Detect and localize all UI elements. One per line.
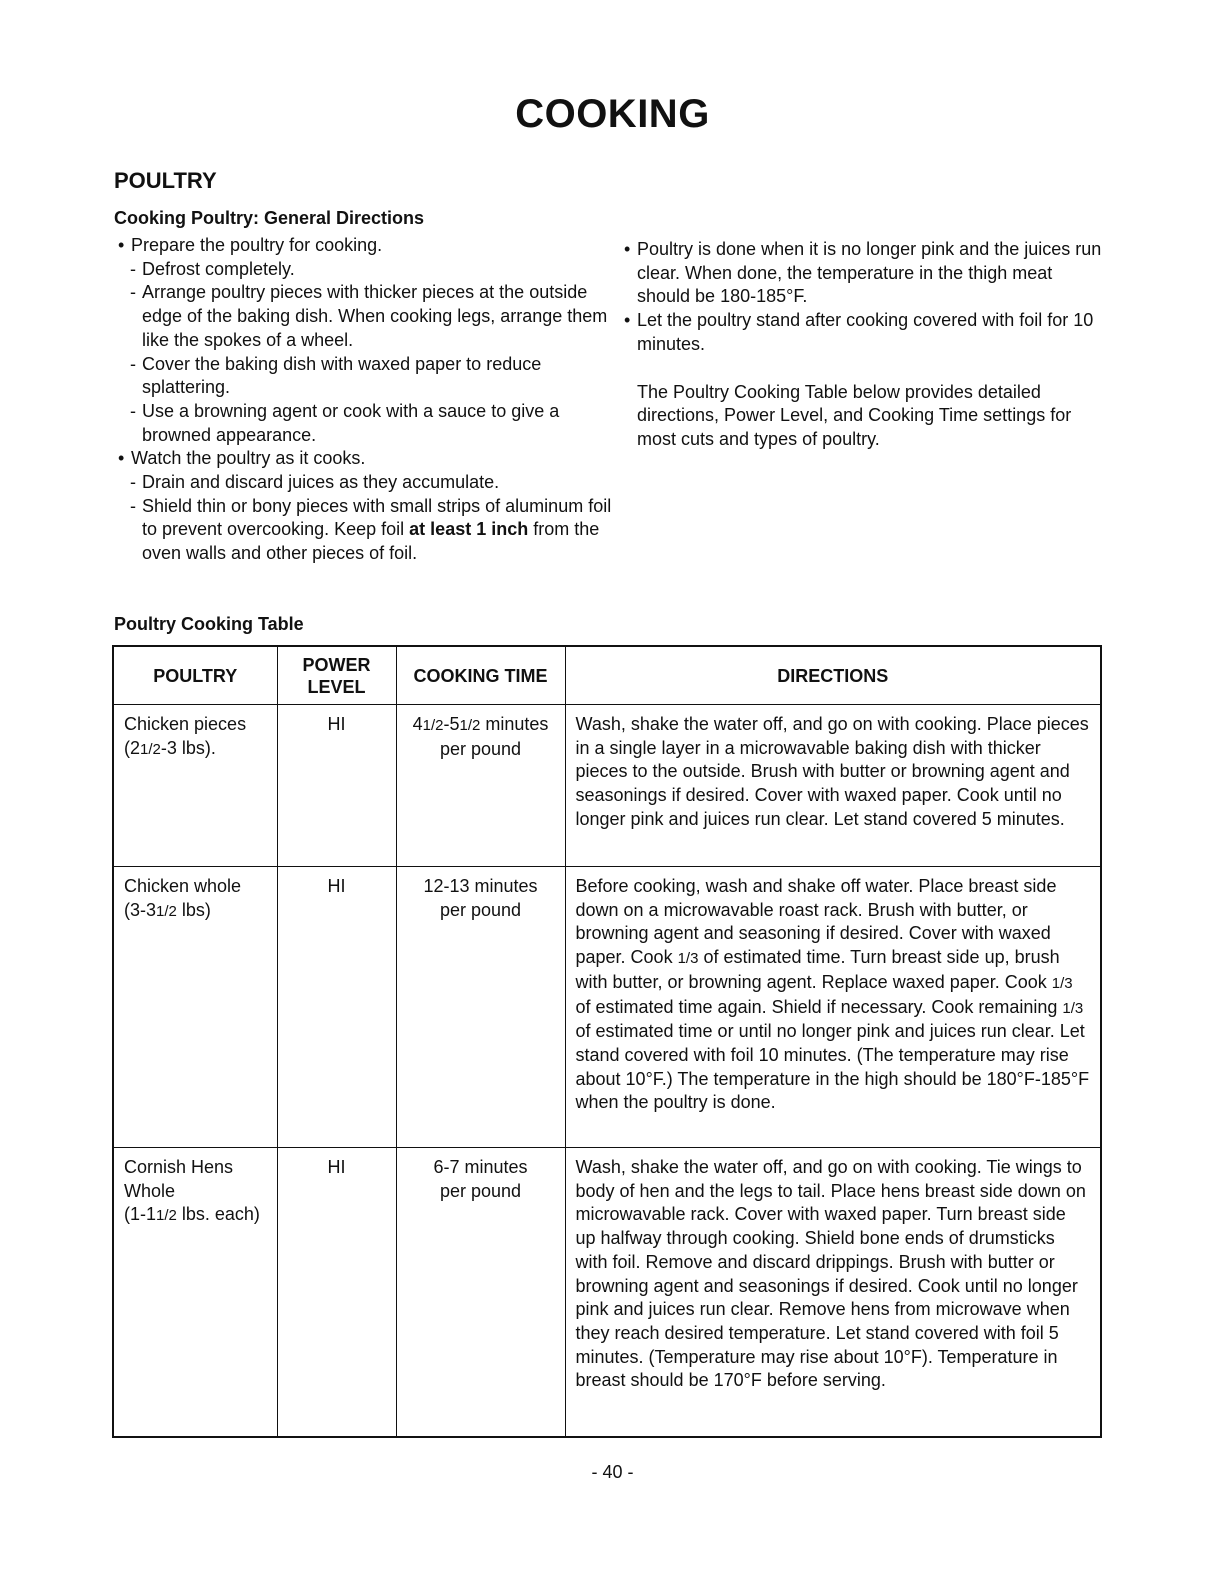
weight-suffix: -3 lbs).: [160, 737, 216, 758]
bullet-done: • Poultry is done when it is no longer pink and the juices run clear. When done, the temperature in the thigh meat should be 180-185°F.: [624, 238, 1104, 309]
time-unit: per pound: [439, 899, 522, 920]
general-directions-right: [624, 238, 1104, 452]
dash-browning: - Use a browning agent or cook with a sauce to give a browned appearance.: [114, 400, 614, 447]
section-title: POULTRY: [114, 168, 217, 193]
table-row: [113, 705, 1101, 867]
table-row: [113, 1148, 1101, 1437]
time-fraction: 1/2: [459, 717, 481, 734]
bullet-stand: • Let the poultry stand after cooking covered with foil for 10 minutes.: [624, 309, 1104, 356]
weight-fraction: 1/2: [156, 1207, 177, 1225]
directions-fraction: 1/3: [1051, 974, 1073, 992]
cell-poultry: [113, 867, 277, 1148]
page-number: - 40 -: [591, 1462, 634, 1482]
time-unit: per pound: [439, 1180, 522, 1201]
general-directions-title: Cooking Poultry: General Directions: [114, 208, 425, 228]
cell-power-level: HI: [277, 705, 396, 867]
weight-fraction: 1/2: [140, 740, 161, 758]
cell-poultry: [113, 705, 277, 867]
cell-directions: Wash, shake the water off, and go on with cooking. Place pieces in a single layer in a microwavable baking dish with thicker pieces to the outside. Brush with butter or browning agent and seasonings if desired. Cover with waxed paper. Cook until no longer pink and juices run clear. Let stand covered 5 minutes.: [565, 705, 1101, 867]
dash-shield: [114, 495, 614, 566]
poultry-weight: [124, 1204, 260, 1224]
cell-poultry: [113, 1148, 277, 1437]
weight-fraction: 1/2: [156, 902, 177, 920]
poultry-weight: [124, 900, 211, 920]
directions-text: of estimated time or until no longer pink and juices run clear. Let stand covered with foil 10 minutes. (The temperature may rise about 10°F.) The temperature in the high should be 180°F-185°F when the poultry is done.: [575, 1021, 1090, 1113]
poultry-name: Chicken pieces: [124, 714, 247, 734]
time-fraction: 1/2: [422, 717, 444, 734]
general-directions-left: [114, 234, 614, 566]
table-row: [113, 867, 1101, 1148]
dash-defrost: - Defrost completely.: [114, 258, 614, 282]
table-note: The Poultry Cooking Table below provides detailed directions, Power Level, and Cooking Time settings for most cuts and types of poultry.: [637, 381, 1072, 449]
weight-prefix: (3-3: [124, 899, 157, 920]
poultry-name: Cornish Hens: [124, 1157, 234, 1177]
directions-text: of estimated time again. Shield if necessary. Cook remaining: [575, 996, 1063, 1017]
page-title: COOKING: [515, 92, 710, 136]
header-cooking-time: COOKING TIME: [396, 646, 565, 705]
poultry-name-line2: Whole: [124, 1180, 176, 1201]
weight-prefix: (1-1: [124, 1204, 157, 1225]
weight-prefix: (2: [124, 737, 141, 758]
header-power-level: [277, 646, 396, 705]
time-part: -5: [443, 714, 460, 734]
header-directions: DIRECTIONS: [565, 646, 1101, 705]
cell-power-level: HI: [277, 1148, 396, 1437]
time-value: 6-7 minutes: [433, 1157, 528, 1177]
header-power-line2: LEVEL: [307, 676, 366, 697]
cell-power-level: HI: [277, 867, 396, 1148]
time-unit: per pound: [439, 738, 522, 759]
dash-cover: - Cover the baking dish with waxed paper to reduce splattering.: [114, 353, 614, 400]
directions-text: of estimated time. Turn breast side up, brush with butter, or browning agent. Replace waxed paper. Cook: [575, 947, 1060, 992]
directions-fraction: 1/3: [1062, 999, 1084, 1017]
shield-text-end: from the oven walls and other pieces of foil.: [142, 519, 600, 564]
dash-arrange: - Arrange poultry pieces with thicker pieces at the outside edge of the baking dish. When cooking legs, arrange them like the spokes of a wheel.: [114, 281, 614, 352]
poultry-weight: [124, 738, 216, 758]
table-header-row: [113, 646, 1101, 705]
dash-drain: - Drain and discard juices as they accumulate.: [114, 471, 614, 495]
weight-suffix: lbs): [176, 899, 211, 920]
directions-fraction: 1/3: [677, 950, 699, 968]
cell-cooking-time: [396, 867, 565, 1148]
directions-text: Before cooking, wash and shake off water. Place breast side down on a microwavable roast rack. Brush with butter, or browning agent and seasoning if desired. Cover with waxed paper. Cook: [575, 876, 1057, 968]
shield-text-bold: at least 1 inch: [409, 519, 529, 540]
cell-directions: [565, 867, 1101, 1148]
cell-cooking-time: [396, 705, 565, 867]
time-part: 4: [412, 714, 423, 734]
poultry-cooking-table: [112, 645, 1102, 1438]
bullet-watch: • Watch the poultry as it cooks.: [114, 447, 614, 471]
header-power-line1: POWER: [302, 654, 371, 675]
bullet-prepare: • Prepare the poultry for cooking.: [114, 234, 614, 258]
cell-directions: Wash, shake the water off, and go on with cooking. Tie wings to body of hen and the legs to tail. Place hens breast side down on microwavable rack. Cover with waxed paper. Turn breast side up halfway through cooking. Shield bone ends of drumsticks with foil. Remove and discard drippings. Brush with butter or browning agent and seasonings if desired. Cook until no longer pink and juices run clear. Remove hens from microwave when they reach desired temperature. Let stand covered with foil 5 minutes. (Temperature may rise about 10°F). Temperature in breast should be 170°F before serving.: [565, 1148, 1101, 1437]
cell-cooking-time: [396, 1148, 565, 1437]
table-title: Poultry Cooking Table: [114, 614, 304, 634]
time-value: 12-13 minutes: [423, 876, 538, 896]
weight-suffix: lbs. each): [176, 1204, 260, 1225]
shield-text-start: Shield thin or bony pieces with small strips of aluminum foil to prevent overcooking. Keep foil: [142, 495, 612, 540]
header-poultry: POULTRY: [113, 646, 277, 705]
time-part: minutes: [480, 714, 549, 734]
time-value: [413, 714, 549, 734]
poultry-name: Chicken whole: [124, 876, 242, 896]
